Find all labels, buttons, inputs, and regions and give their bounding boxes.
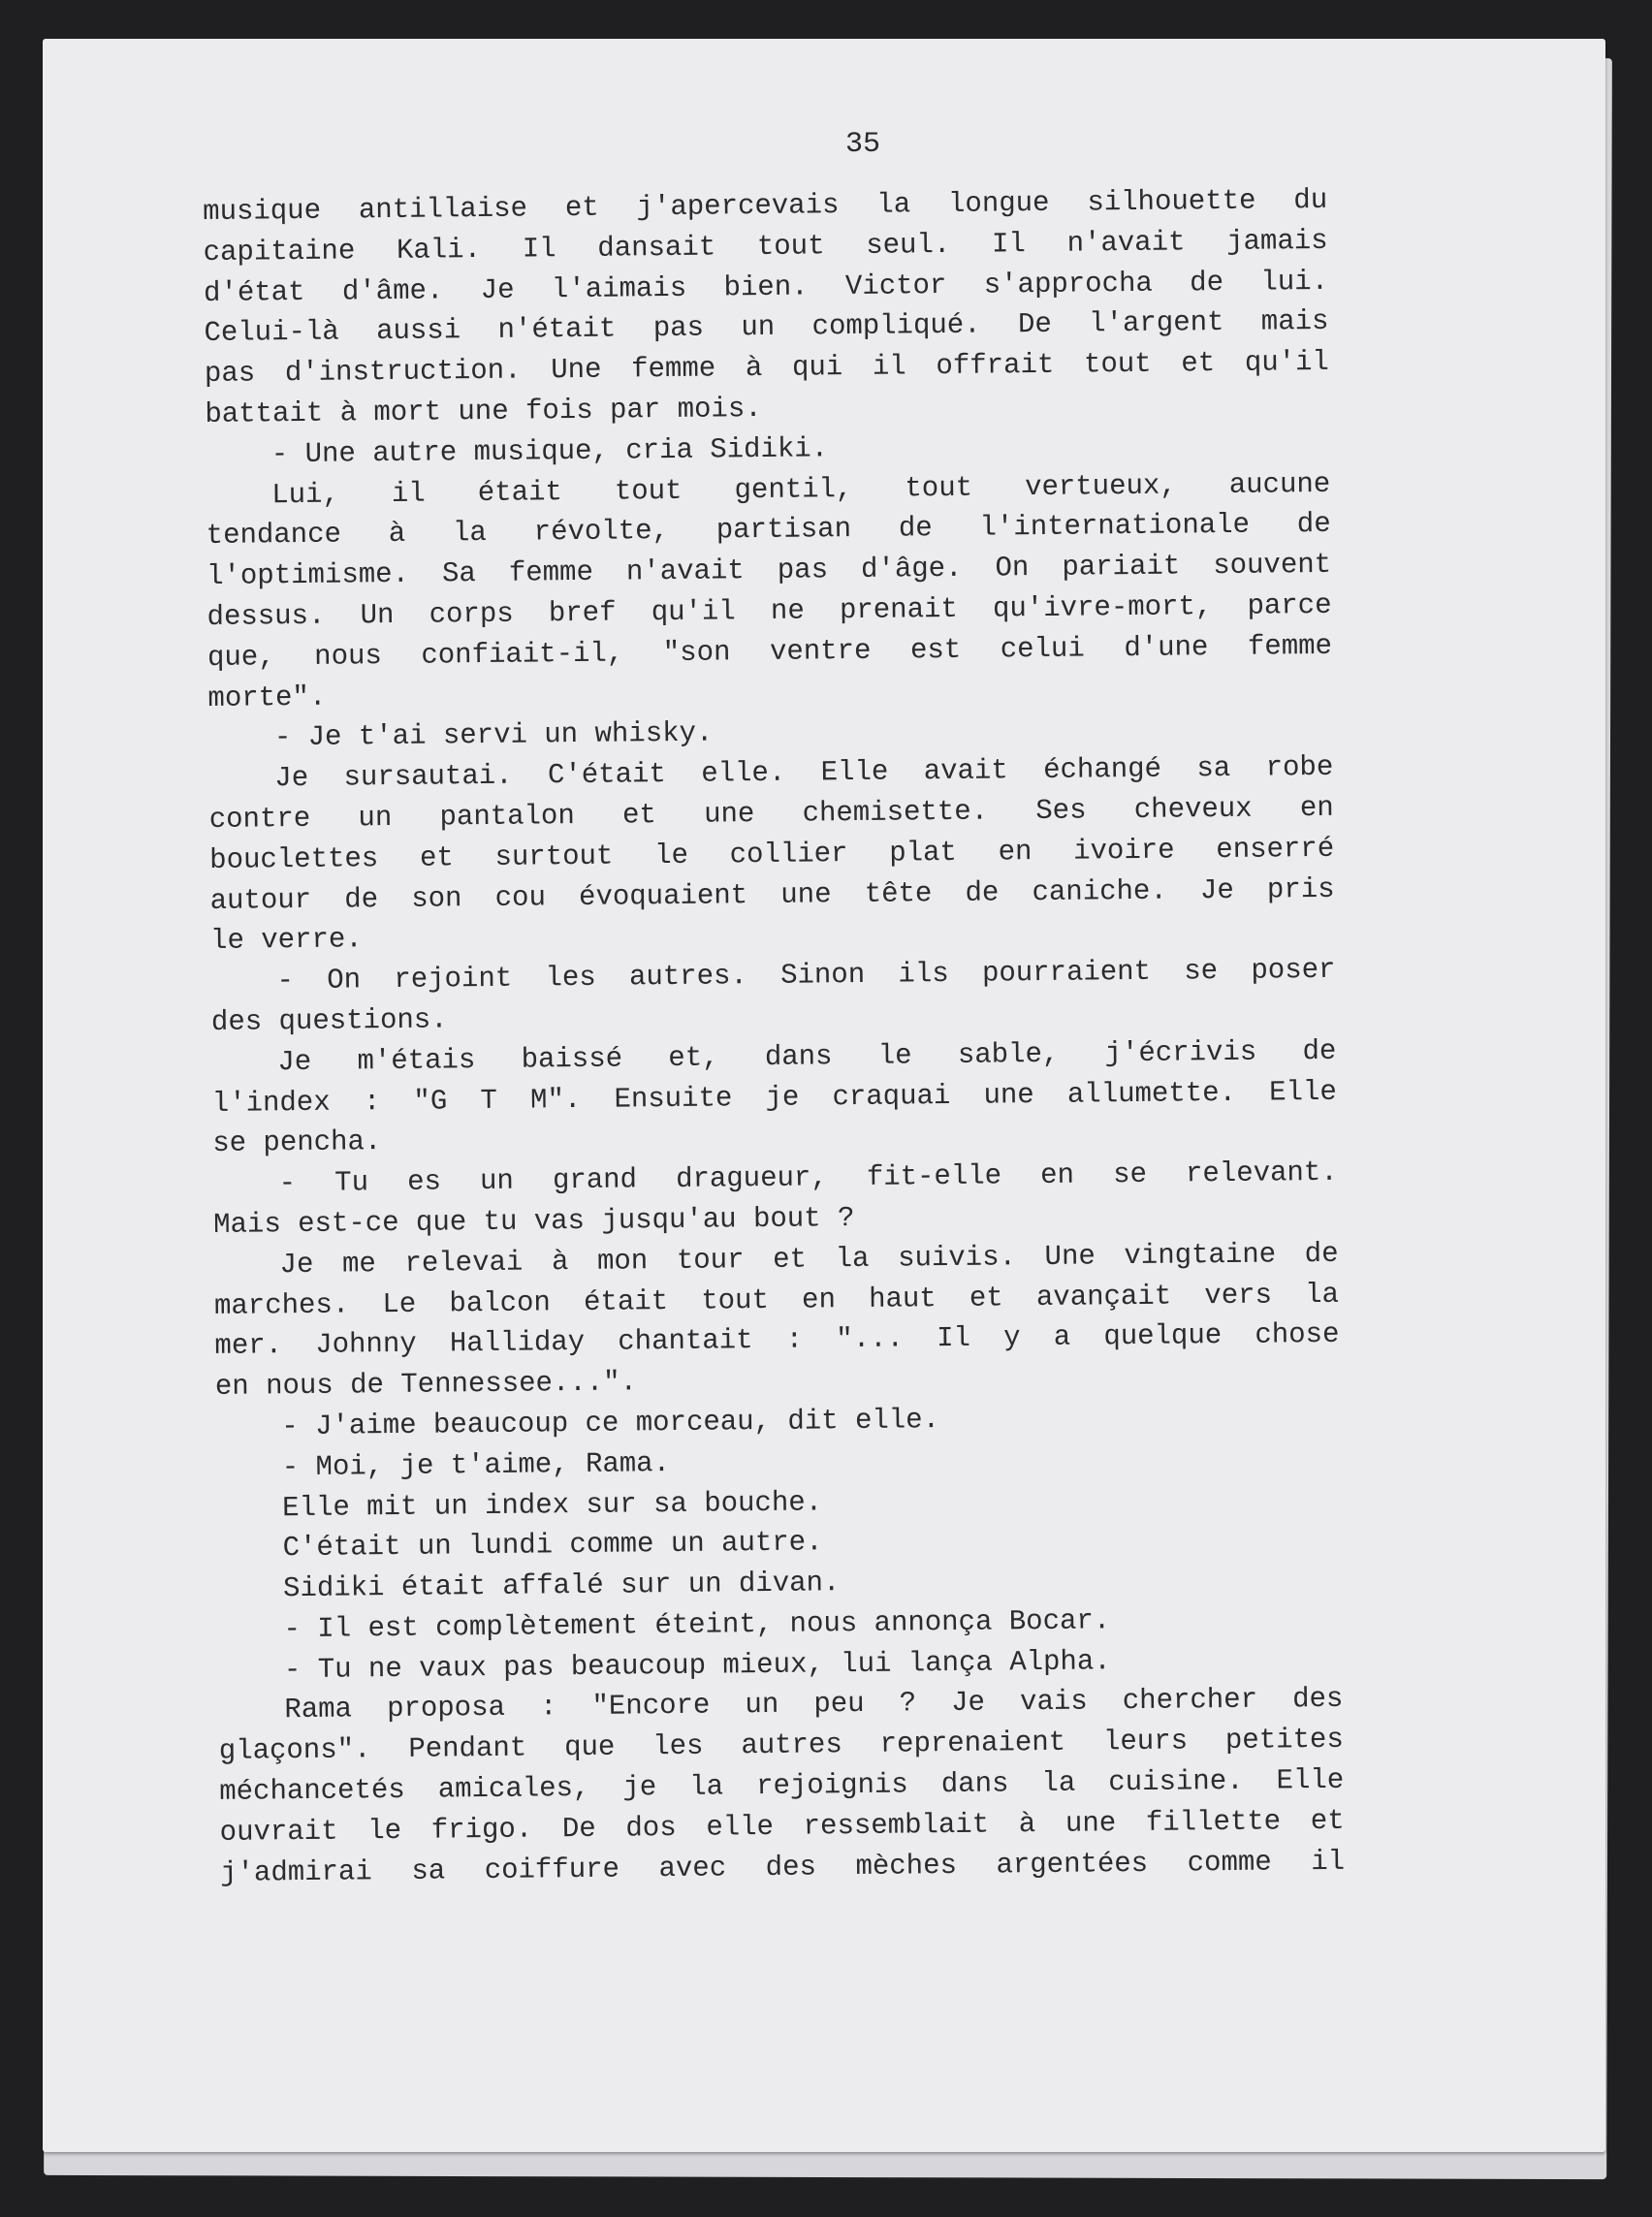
text-line: - J'aime beaucoup ce morceau, dit elle.: [281, 1404, 940, 1443]
text-line: d'état d'âme. Je l'aimais bien. Victor s'approcha de lui.: [203, 265, 1329, 309]
text-line: Rama proposa : "Encore un peu ? Je vais chercher des: [284, 1683, 1344, 1726]
text-line: Sidiki était affalé sur un divan.: [282, 1567, 841, 1605]
text-line: que, nous confiait-il, "son ventre est celui d'une femme: [206, 629, 1333, 674]
text-line: l'index : "G T M". Ensuite je craquai une allumette. Elle: [211, 1075, 1337, 1120]
text-line: Lui, il était tout gentil, tout vertueux, aucune: [271, 467, 1331, 511]
body-text: [203, 180, 1345, 1894]
text-line: - Je t'ai servi un whisky.: [273, 716, 714, 754]
text-line: le verre.: [209, 923, 363, 958]
text-line: glaçons". Pendant que les autres reprenaient leurs petites: [218, 1724, 1344, 1768]
text-line: - Tu es un grand dragueur, fit-elle en se relevant.: [278, 1156, 1338, 1200]
text-line: pas d'instruction. Une femme à qui il offrait tout et qu'il: [204, 346, 1330, 391]
text-line: contre un pantalon et une chemisette. Ses cheveux en: [208, 791, 1334, 836]
text-line: - Moi, je t'aime, Rama.: [281, 1446, 671, 1483]
document-page: [43, 39, 1605, 2152]
text-line: battait à mort une fois par mois.: [205, 392, 762, 430]
text-line: méchancetés amicales, je la rejoignis dans la cuisine. Elle: [219, 1763, 1345, 1808]
text-line: tendance à la révolte, partisan de l'internationale de: [206, 508, 1331, 553]
text-line: - On rejoint les autres. Sinon ils pourraient se poser: [276, 953, 1336, 998]
text-line: capitaine Kali. Il dansait tout seul. Il n'avait jamais: [203, 224, 1328, 269]
page-number: 35: [844, 128, 880, 161]
text-line: Je me relevai à mon tour et la suivis. Une vingtaine de: [279, 1237, 1339, 1281]
text-line: Je m'étais baissé et, dans le sable, j'écrivis de: [277, 1034, 1337, 1078]
text-line: - Une autre musique, cria Sidiki.: [270, 432, 829, 471]
text-line: en nous de Tennessee...".: [214, 1366, 638, 1404]
text-line: Celui-là aussi n'était pas un compliqué. De l'argent mais: [204, 305, 1329, 350]
text-line: - Il est complètement éteint, nous annonça Bocar.: [283, 1604, 1111, 1646]
text-line: marches. Le balcon était tout en haut et avançait vers la: [213, 1278, 1340, 1322]
text-line: dessus. Un corps bref qu'il ne prenait qu'ivre-mort, parce: [206, 588, 1332, 633]
text-line: ouvrait le frigo. De dos elle ressemblait à une fillette et: [219, 1804, 1345, 1849]
text-line: Je sursautai. C'était elle. Elle avait échangé sa robe: [274, 750, 1334, 795]
text-line: - Tu ne vaux pas beaucoup mieux, lui lança Alpha.: [283, 1644, 1111, 1686]
text-line: Elle mit un index sur sa bouche.: [282, 1485, 823, 1524]
text-line: musique antillaise et j'apercevais la longue silhouette du: [203, 183, 1328, 228]
text-line: j'admirai sa coiffure avec des mèches argentées comme il: [219, 1845, 1346, 1889]
text-line: C'était un lundi comme un autre.: [282, 1526, 823, 1565]
text-line: l'optimisme. Sa femme n'avait pas d'âge. On pariait souvent: [206, 549, 1332, 593]
text-line: autour de son cou évoquaient une tête de caniche. Je pris: [209, 872, 1335, 917]
text-line: Mais est-ce que tu vas jusqu'au bout ?: [212, 1201, 855, 1241]
text-line: se pencha.: [212, 1125, 382, 1160]
text-line: morte".: [207, 681, 327, 714]
text-line: bouclettes et surtout le collier plat en ivoire enserré: [209, 832, 1335, 876]
text-line: des questions.: [210, 1003, 448, 1038]
text-line: mer. Johnny Halliday chantait : "... Il y a quelque chose: [214, 1318, 1340, 1363]
